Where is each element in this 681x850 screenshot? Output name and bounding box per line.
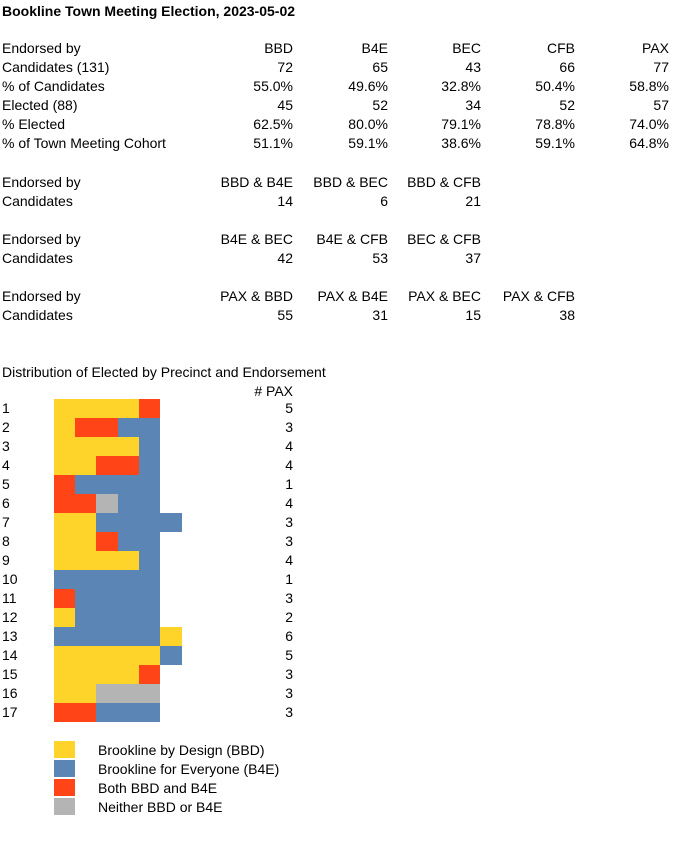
pair-row-label: Candidates (2, 250, 73, 266)
heatmap-cell (139, 703, 161, 722)
heatmap-cell (139, 418, 161, 437)
pair-cell: 55 (277, 307, 293, 323)
pax-count: 2 (285, 609, 293, 625)
summary-cell: 49.6% (348, 78, 388, 94)
precinct-label: 14 (2, 647, 18, 663)
summary-cell: 50.4% (535, 78, 575, 94)
heatmap-cell (54, 684, 76, 703)
page-title: Bookline Town Meeting Election, 2023-05-02 (2, 3, 296, 19)
heatmap-cell (96, 570, 118, 589)
heatmap-cell (139, 513, 161, 532)
summary-header-label: Endorsed by (2, 40, 81, 56)
heatmap-cell (96, 646, 118, 665)
precinct-label: 15 (2, 666, 18, 682)
precinct-label: 10 (2, 571, 18, 587)
pair-column-header: B4E & BEC (220, 231, 293, 247)
heatmap-cell (54, 608, 76, 627)
summary-row-label: % of Town Meeting Cohort (2, 135, 166, 151)
heatmap-cell (75, 532, 97, 551)
pax-count: 3 (285, 666, 293, 682)
heatmap-cell (139, 437, 161, 456)
summary-cell: 72 (277, 59, 293, 75)
summary-cell: 78.8% (535, 116, 575, 132)
heatmap-cell (139, 589, 161, 608)
pair-cell: 38 (559, 307, 575, 323)
heatmap-cell (118, 475, 140, 494)
heatmap-cell (139, 399, 161, 418)
heatmap-cell (96, 475, 118, 494)
summary-column-header: PAX (642, 40, 669, 56)
legend-swatch (54, 779, 75, 796)
summary-cell: 77 (653, 59, 669, 75)
heatmap-cell (139, 608, 161, 627)
summary-cell: 64.8% (629, 135, 669, 151)
pair-row-label: Candidates (2, 193, 73, 209)
heatmap-cell (160, 646, 182, 665)
pax-count: 3 (285, 419, 293, 435)
heatmap-cell (75, 684, 97, 703)
heatmap-cell (139, 456, 161, 475)
heatmap-cell (75, 589, 97, 608)
heatmap-cell (96, 608, 118, 627)
heatmap-cell (54, 532, 76, 551)
heatmap-cell (118, 570, 140, 589)
heatmap-cell (118, 513, 140, 532)
pair-cell: 15 (465, 307, 481, 323)
summary-cell: 79.1% (441, 116, 481, 132)
heatmap-cell (54, 665, 76, 684)
summary-cell: 62.5% (253, 116, 293, 132)
heatmap-cell (118, 551, 140, 570)
summary-cell: 65 (372, 59, 388, 75)
summary-cell: 43 (465, 59, 481, 75)
summary-cell: 34 (465, 97, 481, 113)
heatmap-cell (118, 456, 140, 475)
heatmap-cell (75, 456, 97, 475)
heatmap-cell (54, 418, 76, 437)
heatmap-cell (54, 494, 76, 513)
heatmap-cell (96, 703, 118, 722)
heatmap-cell (75, 665, 97, 684)
summary-row-label: Candidates (131) (2, 59, 110, 75)
precinct-label: 12 (2, 609, 18, 625)
heatmap-cell (75, 703, 97, 722)
precinct-label: 6 (2, 495, 10, 511)
pax-count: 4 (285, 438, 293, 454)
heatmap-cell (118, 589, 140, 608)
summary-cell: 52 (372, 97, 388, 113)
summary-cell: 59.1% (535, 135, 575, 151)
heatmap-cell (118, 665, 140, 684)
heatmap-cell (54, 570, 76, 589)
pax-count: 5 (285, 647, 293, 663)
heatmap-cell (75, 551, 97, 570)
summary-cell: 45 (277, 97, 293, 113)
precinct-label: 4 (2, 457, 10, 473)
pair-cell: 14 (277, 193, 293, 209)
summary-row-label: % Elected (2, 116, 66, 132)
precinct-label: 3 (2, 438, 10, 454)
pair-column-header: PAX & CFB (502, 288, 575, 304)
heatmap-cell (96, 456, 118, 475)
legend-label: Brookline for Everyone (B4E) (98, 761, 280, 777)
heatmap-cell (118, 532, 140, 551)
heatmap-cell (75, 646, 97, 665)
summary-cell: 74.0% (629, 116, 669, 132)
heatmap-cell (139, 475, 161, 494)
summary-column-header: BEC (452, 40, 481, 56)
heatmap-cell (96, 494, 118, 513)
heatmap-cell (118, 703, 140, 722)
heatmap-cell (139, 627, 161, 646)
heatmap-cell (96, 532, 118, 551)
heatmap-cell (54, 627, 76, 646)
pair-column-header: B4E & CFB (316, 231, 388, 247)
heatmap-cell (75, 627, 97, 646)
pair-header-label: Endorsed by (2, 231, 81, 247)
heatmap-cell (139, 646, 161, 665)
heatmap-cell (54, 589, 76, 608)
pair-row-label: Candidates (2, 307, 73, 323)
precinct-label: 8 (2, 533, 10, 549)
heatmap-cell (118, 437, 140, 456)
heatmap-cell (160, 627, 182, 646)
pax-count: 3 (285, 533, 293, 549)
summary-row-label: Elected (88) (2, 97, 78, 113)
pair-column-header: BEC & CFB (407, 231, 481, 247)
heatmap-cell (54, 513, 76, 532)
heatmap-cell (96, 684, 118, 703)
pair-column-header: PAX & BBD (220, 288, 293, 304)
summary-cell: 57 (653, 97, 669, 113)
summary-cell: 58.8% (629, 78, 669, 94)
heatmap-cell (118, 684, 140, 703)
legend-label: Brookline by Design (BBD) (98, 742, 265, 758)
summary-cell: 59.1% (348, 135, 388, 151)
precinct-label: 16 (2, 685, 18, 701)
chart-title: Distribution of Elected by Precinct and Endorsement (2, 364, 326, 380)
heatmap-cell (96, 589, 118, 608)
pax-count: 3 (285, 514, 293, 530)
summary-cell: 80.0% (348, 116, 388, 132)
pair-header-label: Endorsed by (2, 174, 81, 190)
pax-count: 3 (285, 590, 293, 606)
heatmap-cell (75, 513, 97, 532)
heatmap-cell (54, 475, 76, 494)
heatmap-cell (54, 646, 76, 665)
pax-count: 3 (285, 704, 293, 720)
summary-row-label: % of Candidates (2, 78, 105, 94)
heatmap-cell (139, 532, 161, 551)
heatmap-cell (54, 437, 76, 456)
precinct-label: 17 (2, 704, 18, 720)
pax-count: 5 (285, 400, 293, 416)
pair-cell: 37 (465, 250, 481, 266)
heatmap-cell (118, 418, 140, 437)
heatmap-cell (96, 418, 118, 437)
precinct-label: 1 (2, 400, 10, 416)
heatmap-cell (75, 418, 97, 437)
heatmap-cell (118, 608, 140, 627)
pair-column-header: BBD & B4E (220, 174, 293, 190)
precinct-label: 9 (2, 552, 10, 568)
heatmap-cell (54, 551, 76, 570)
pax-count: 4 (285, 552, 293, 568)
precinct-label: 2 (2, 419, 10, 435)
heatmap-cell (139, 570, 161, 589)
pair-cell: 6 (380, 193, 388, 209)
precinct-label: 5 (2, 476, 10, 492)
heatmap-cell (139, 494, 161, 513)
summary-cell: 32.8% (441, 78, 481, 94)
pair-column-header: PAX & B4E (317, 288, 388, 304)
summary-column-header: CFB (547, 40, 575, 56)
heatmap-cell (75, 399, 97, 418)
heatmap-cell (75, 494, 97, 513)
heatmap-cell (96, 513, 118, 532)
pair-column-header: BBD & CFB (407, 174, 481, 190)
pax-count: 6 (285, 628, 293, 644)
heatmap-cell (118, 646, 140, 665)
heatmap-cell (118, 399, 140, 418)
precinct-label: 7 (2, 514, 10, 530)
legend-swatch (54, 741, 75, 758)
pax-count: 4 (285, 457, 293, 473)
pair-cell: 21 (465, 193, 481, 209)
heatmap-cell (54, 399, 76, 418)
summary-cell: 55.0% (253, 78, 293, 94)
heatmap-cell (118, 494, 140, 513)
legend-label: Both BBD and B4E (98, 780, 218, 796)
heatmap-cell (96, 551, 118, 570)
heatmap-cell (139, 665, 161, 684)
heatmap-cell (96, 665, 118, 684)
precinct-label: 11 (2, 590, 17, 606)
pair-header-label: Endorsed by (2, 288, 81, 304)
summary-cell: 52 (559, 97, 575, 113)
summary-column-header: BBD (264, 40, 293, 56)
pax-count: 1 (285, 476, 293, 492)
heatmap-cell (96, 437, 118, 456)
precinct-label: 13 (2, 628, 18, 644)
heatmap-cell (96, 399, 118, 418)
heatmap-cell (160, 513, 182, 532)
heatmap-cell (75, 475, 97, 494)
pax-count: 1 (285, 571, 293, 587)
heatmap-cell (54, 703, 76, 722)
legend-swatch (54, 760, 75, 777)
pax-column-header: # PAX (254, 383, 293, 399)
heatmap-cell (96, 627, 118, 646)
summary-cell: 51.1% (253, 135, 293, 151)
summary-cell: 66 (559, 59, 575, 75)
heatmap-cell (75, 570, 97, 589)
legend-label: Neither BBD or B4E (98, 799, 223, 815)
pax-count: 3 (285, 685, 293, 701)
heatmap-cell (75, 608, 97, 627)
summary-cell: 38.6% (441, 135, 481, 151)
legend-swatch (54, 798, 75, 815)
heatmap-cell (139, 551, 161, 570)
pair-column-header: BBD & BEC (313, 174, 388, 190)
heatmap-cell (75, 437, 97, 456)
heatmap-cell (54, 456, 76, 475)
pair-cell: 42 (277, 250, 293, 266)
pair-cell: 31 (372, 307, 388, 323)
pax-count: 4 (285, 495, 293, 511)
heatmap-cell (139, 684, 161, 703)
summary-column-header: B4E (361, 40, 388, 56)
pair-cell: 53 (372, 250, 388, 266)
pair-column-header: PAX & BEC (408, 288, 481, 304)
heatmap-cell (118, 627, 140, 646)
